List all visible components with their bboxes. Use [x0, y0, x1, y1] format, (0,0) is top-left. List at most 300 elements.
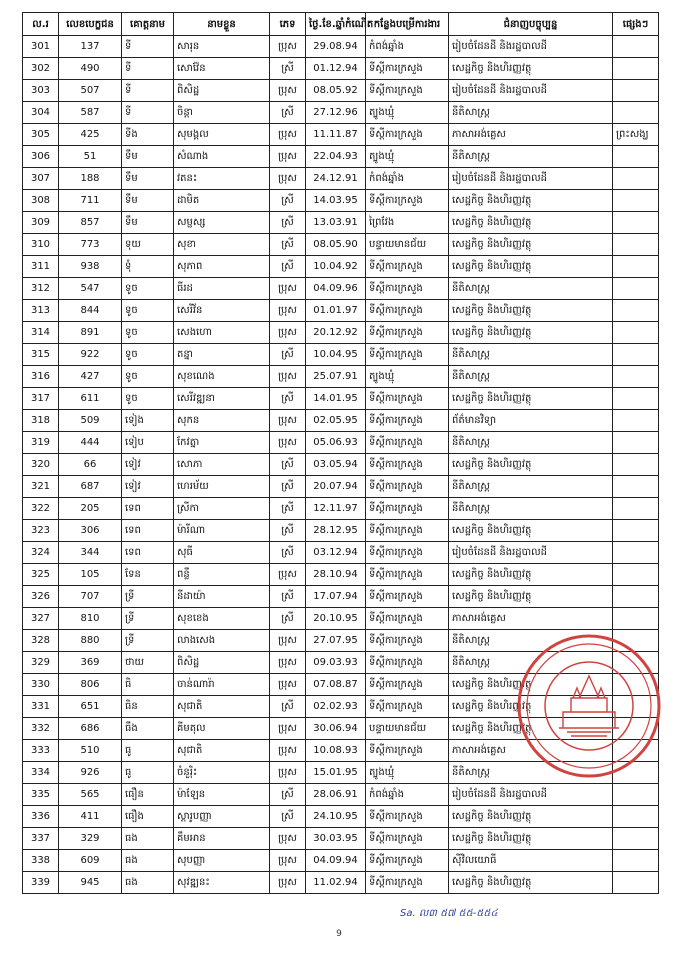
table-row: [23, 234, 659, 256]
cell-given-name: សុជាតិ: [174, 696, 270, 718]
cell-sex: ប្រុស: [270, 300, 306, 322]
cell-surname: ទី: [122, 102, 174, 124]
cell-sex: ស្រី: [270, 388, 306, 410]
cell-row-number: 339: [23, 872, 59, 894]
cell-given-name: តន្នា: [174, 344, 270, 366]
cell-surname: ថាយ: [122, 652, 174, 674]
cell-row-number: 302: [23, 58, 59, 80]
cell-candidate-number: 509: [59, 410, 122, 432]
cell-row-number: 324: [23, 542, 59, 564]
cell-row-number: 309: [23, 212, 59, 234]
cell-given-name: សោភា: [174, 454, 270, 476]
cell-given-name: សុខខេង: [174, 608, 270, 630]
cell-candidate-number: 344: [59, 542, 122, 564]
cell-sex: ប្រុស: [270, 740, 306, 762]
cell-date-of-birth: 05.06.93: [306, 432, 366, 454]
cell-date-of-birth: 10.04.92: [306, 256, 366, 278]
cell-surname: ទូច: [122, 278, 174, 300]
cell-note: [613, 850, 659, 872]
cell-major: សេដ្ឋកិច្ច និងហិរញ្ញវត្ថុ: [449, 674, 613, 696]
cell-workplace: ទីស្តីការក្រសួង: [366, 652, 449, 674]
table-row: [23, 36, 659, 58]
cell-surname: ទៀវ: [122, 454, 174, 476]
table-row: [23, 102, 659, 124]
cell-surname: ធឿន: [122, 784, 174, 806]
cell-row-number: 332: [23, 718, 59, 740]
header-note: ផ្សេងៗ: [613, 13, 659, 36]
cell-sex: ស្រី: [270, 344, 306, 366]
cell-workplace: ត្បូងឃ្មុំ: [366, 762, 449, 784]
cell-note: [613, 498, 659, 520]
cell-sex: ស្រី: [270, 498, 306, 520]
cell-row-number: 326: [23, 586, 59, 608]
table-row: [23, 454, 659, 476]
cell-candidate-number: 411: [59, 806, 122, 828]
cell-surname: ទុំ: [122, 256, 174, 278]
cell-row-number: 325: [23, 564, 59, 586]
cell-workplace: ទីស្តីការក្រសួង: [366, 432, 449, 454]
cell-date-of-birth: 03.05.94: [306, 454, 366, 476]
cell-surname: ទ្រី: [122, 608, 174, 630]
cell-major: សេដ្ឋកិច្ច និងហិរញ្ញវត្ថុ: [449, 322, 613, 344]
cell-sex: ប្រុស: [270, 564, 306, 586]
cell-date-of-birth: 28.06.91: [306, 784, 366, 806]
cell-workplace: ទីស្តីការក្រសួង: [366, 828, 449, 850]
cell-row-number: 322: [23, 498, 59, 520]
cell-workplace: កំពង់ឆ្នាំង: [366, 168, 449, 190]
cell-major: ស៊ីវិលយោធី: [449, 850, 613, 872]
cell-row-number: 307: [23, 168, 59, 190]
table-row: [23, 58, 659, 80]
table-row: [23, 850, 659, 872]
cell-candidate-number: 810: [59, 608, 122, 630]
cell-row-number: 305: [23, 124, 59, 146]
header-date-of-birth: ថ្ងៃ.ខែ.ឆ្នាំកំណើត: [306, 13, 366, 36]
cell-note: [613, 102, 659, 124]
cell-surname: ទឹម: [122, 190, 174, 212]
cell-candidate-number: 105: [59, 564, 122, 586]
cell-note: [613, 256, 659, 278]
cell-workplace: ត្បូងឃ្មុំ: [366, 366, 449, 388]
cell-date-of-birth: 24.12.91: [306, 168, 366, 190]
cell-sex: ស្រី: [270, 696, 306, 718]
cell-major: រៀបចំដែនដី និងរដ្ឋបាលដី: [449, 542, 613, 564]
cell-sex: ស្រី: [270, 806, 306, 828]
cell-given-name: សុខណេង: [174, 366, 270, 388]
table-row: [23, 124, 659, 146]
cell-workplace: ទីស្តីការក្រសួង: [366, 300, 449, 322]
cell-major: សេដ្ឋកិច្ច និងហិរញ្ញវត្ថុ: [449, 212, 613, 234]
cell-candidate-number: 507: [59, 80, 122, 102]
header-given-name: នាមខ្លួន: [174, 13, 270, 36]
header-candidate-number: លេខបេក្ខជន: [59, 13, 122, 36]
cell-date-of-birth: 22.04.93: [306, 146, 366, 168]
cell-sex: ស្រី: [270, 234, 306, 256]
cell-row-number: 315: [23, 344, 59, 366]
cell-date-of-birth: 10.08.93: [306, 740, 366, 762]
cell-sex: ប្រុស: [270, 410, 306, 432]
header-workplace: កន្លែងបម្រើការងារ: [366, 13, 449, 36]
cell-row-number: 304: [23, 102, 59, 124]
cell-row-number: 327: [23, 608, 59, 630]
cell-candidate-number: 425: [59, 124, 122, 146]
table-row: [23, 586, 659, 608]
cell-workplace: ទីស្តីការក្រសួង: [366, 58, 449, 80]
cell-workplace: ទីស្តីការក្រសួង: [366, 696, 449, 718]
official-seal-icon: [515, 632, 663, 780]
cell-given-name: ចិន្តា: [174, 102, 270, 124]
cell-major: នីតិសាស្ត្រ: [449, 630, 613, 652]
cell-candidate-number: 565: [59, 784, 122, 806]
cell-candidate-number: 66: [59, 454, 122, 476]
cell-given-name: សុបញ្ញា: [174, 850, 270, 872]
cell-workplace: ទីស្តីការក្រសួង: [366, 806, 449, 828]
cell-given-name: សេងហោ: [174, 322, 270, 344]
cell-row-number: 321: [23, 476, 59, 498]
cell-note: [613, 58, 659, 80]
cell-note: [613, 806, 659, 828]
cell-sex: ប្រុស: [270, 872, 306, 894]
cell-given-name: សុភាព: [174, 256, 270, 278]
cell-sex: ស្រី: [270, 454, 306, 476]
cell-surname: ទូច: [122, 300, 174, 322]
cell-candidate-number: 806: [59, 674, 122, 696]
table-row: [23, 190, 659, 212]
cell-note: [613, 872, 659, 894]
cell-workplace: ទីស្តីការក្រសួង: [366, 740, 449, 762]
cell-given-name: សំណាង: [174, 146, 270, 168]
cell-candidate-number: 611: [59, 388, 122, 410]
cell-note: [613, 784, 659, 806]
cell-date-of-birth: 24.10.95: [306, 806, 366, 828]
cell-surname: ទែន: [122, 564, 174, 586]
cell-date-of-birth: 28.10.94: [306, 564, 366, 586]
cell-given-name: ពិសិដ្ឋ: [174, 80, 270, 102]
table-row: [23, 212, 659, 234]
cell-given-name: នីដាយ៉ា: [174, 586, 270, 608]
cell-candidate-number: 926: [59, 762, 122, 784]
cell-note: [613, 608, 659, 630]
cell-candidate-number: 609: [59, 850, 122, 872]
cell-workplace: ទីស្តីការក្រសួង: [366, 124, 449, 146]
cell-given-name: សុមង្គល: [174, 124, 270, 146]
cell-workplace: ទីស្តីការក្រសួង: [366, 322, 449, 344]
cell-surname: ទឹម: [122, 212, 174, 234]
table-row: [23, 476, 659, 498]
cell-major: នីតិសាស្ត្រ: [449, 366, 613, 388]
cell-note: [613, 278, 659, 300]
cell-note: [613, 80, 659, 102]
cell-note: [613, 520, 659, 542]
cell-sex: ស្រី: [270, 476, 306, 498]
cell-major: នីតិសាស្ត្រ: [449, 476, 613, 498]
cell-major: សេដ្ឋកិច្ច និងហិរញ្ញវត្ថុ: [449, 806, 613, 828]
cell-date-of-birth: 11.11.87: [306, 124, 366, 146]
cell-major: សេដ្ឋកិច្ច និងហិរញ្ញវត្ថុ: [449, 300, 613, 322]
cell-candidate-number: 329: [59, 828, 122, 850]
cell-date-of-birth: 29.08.94: [306, 36, 366, 58]
cell-candidate-number: 687: [59, 476, 122, 498]
cell-given-name: គឹមអាន: [174, 828, 270, 850]
table-row: [23, 366, 659, 388]
cell-given-name: ពិសិដ្ឋ: [174, 652, 270, 674]
cell-major: សេដ្ឋកិច្ច និងហិរញ្ញវត្ថុ: [449, 454, 613, 476]
cell-workplace: បន្ទាយមានជ័យ: [366, 234, 449, 256]
cell-sex: ប្រុស: [270, 36, 306, 58]
cell-surname: ធិន: [122, 696, 174, 718]
cell-sex: ស្រី: [270, 190, 306, 212]
cell-sex: ស្រី: [270, 212, 306, 234]
header-no: ល.រ: [23, 13, 59, 36]
table-row: [23, 564, 659, 586]
cell-row-number: 335: [23, 784, 59, 806]
header-major: ជំនាញបច្ចុប្បន្ន: [449, 13, 613, 36]
cell-surname: ទី: [122, 58, 174, 80]
cell-sex: ប្រុស: [270, 718, 306, 740]
cell-given-name: សេរីវ័ន: [174, 300, 270, 322]
header-row: [23, 13, 659, 36]
cell-date-of-birth: 08.05.90: [306, 234, 366, 256]
cell-major: សេដ្ឋកិច្ច និងហិរញ្ញវត្ថុ: [449, 234, 613, 256]
cell-date-of-birth: 17.07.94: [306, 586, 366, 608]
cell-row-number: 313: [23, 300, 59, 322]
cell-sex: ស្រី: [270, 608, 306, 630]
cell-sex: ប្រុស: [270, 124, 306, 146]
cell-given-name: សុជាតិ: [174, 740, 270, 762]
cell-note: [613, 432, 659, 454]
table-header: [23, 13, 659, 36]
cell-note: ព្រះសង្ឃ: [613, 124, 659, 146]
cell-row-number: 331: [23, 696, 59, 718]
cell-candidate-number: 711: [59, 190, 122, 212]
cell-given-name: សុខា: [174, 234, 270, 256]
cell-date-of-birth: 12.11.97: [306, 498, 366, 520]
table-row: [23, 520, 659, 542]
cell-surname: ទឹម: [122, 146, 174, 168]
cell-surname: ទូច: [122, 322, 174, 344]
cell-sex: ប្រុស: [270, 278, 306, 300]
table-row: [23, 278, 659, 300]
cell-given-name: គីមតុល: [174, 718, 270, 740]
cell-sex: ស្រី: [270, 542, 306, 564]
cell-row-number: 316: [23, 366, 59, 388]
cell-workplace: ទីស្តីការក្រសួង: [366, 520, 449, 542]
cell-note: [613, 146, 659, 168]
cell-surname: ទ្រី: [122, 630, 174, 652]
cell-candidate-number: 510: [59, 740, 122, 762]
cell-candidate-number: 547: [59, 278, 122, 300]
cell-note: [613, 322, 659, 344]
header-surname: គោត្តនាម: [122, 13, 174, 36]
cell-given-name: សេរីវឌ្ឍនា: [174, 388, 270, 410]
cell-given-name: សោវ៉ែន: [174, 58, 270, 80]
cell-note: [613, 212, 659, 234]
cell-workplace: ទីស្តីការក្រសួង: [366, 586, 449, 608]
cell-date-of-birth: 27.07.95: [306, 630, 366, 652]
cell-major: រៀបចំដែនដី និងរដ្ឋបាលដី: [449, 784, 613, 806]
table-row: [23, 300, 659, 322]
cell-candidate-number: 306: [59, 520, 122, 542]
cell-date-of-birth: 30.06.94: [306, 718, 366, 740]
table-row: [23, 432, 659, 454]
cell-workplace: បន្ទាយមានជ័យ: [366, 718, 449, 740]
cell-given-name: សម្ផស្ស: [174, 212, 270, 234]
cell-date-of-birth: 20.12.92: [306, 322, 366, 344]
cell-workplace: ទីស្តីការក្រសួង: [366, 410, 449, 432]
cell-workplace: ទីស្តីការក្រសួង: [366, 80, 449, 102]
cell-given-name: ចំនួរ៉ិះ: [174, 762, 270, 784]
cell-workplace: ត្បូងឃ្មុំ: [366, 102, 449, 124]
table-row: [23, 410, 659, 432]
cell-workplace: ទីស្តីការក្រសួង: [366, 630, 449, 652]
cell-major: នីតិសាស្ត្រ: [449, 278, 613, 300]
page-number: 9: [336, 929, 342, 939]
cell-major: សេដ្ឋកិច្ច និងហិរញ្ញវត្ថុ: [449, 872, 613, 894]
cell-row-number: 328: [23, 630, 59, 652]
cell-given-name: សុកន: [174, 410, 270, 432]
cell-surname: ទី: [122, 80, 174, 102]
cell-note: [613, 410, 659, 432]
cell-candidate-number: 188: [59, 168, 122, 190]
cell-row-number: 319: [23, 432, 59, 454]
cell-candidate-number: 651: [59, 696, 122, 718]
cell-surname: ធិ: [122, 674, 174, 696]
cell-row-number: 337: [23, 828, 59, 850]
cell-row-number: 306: [23, 146, 59, 168]
cell-given-name: ធីរដ: [174, 278, 270, 300]
cell-candidate-number: 938: [59, 256, 122, 278]
cell-note: [613, 828, 659, 850]
cell-note: [613, 542, 659, 564]
cell-given-name: សុធី: [174, 542, 270, 564]
cell-row-number: 317: [23, 388, 59, 410]
cell-row-number: 314: [23, 322, 59, 344]
cell-row-number: 311: [23, 256, 59, 278]
cell-note: [613, 234, 659, 256]
cell-given-name: វតនះ: [174, 168, 270, 190]
cell-row-number: 320: [23, 454, 59, 476]
cell-date-of-birth: 13.03.91: [306, 212, 366, 234]
cell-date-of-birth: 15.01.95: [306, 762, 366, 784]
table-row: [23, 806, 659, 828]
cell-given-name: ដាមិត: [174, 190, 270, 212]
table-row: [23, 828, 659, 850]
cell-sex: ប្រុស: [270, 828, 306, 850]
cell-candidate-number: 137: [59, 36, 122, 58]
cell-date-of-birth: 25.07.91: [306, 366, 366, 388]
cell-workplace: ទីស្តីការក្រសួង: [366, 190, 449, 212]
cell-sex: ប្រុស: [270, 146, 306, 168]
cell-sex: ប្រុស: [270, 652, 306, 674]
cell-date-of-birth: 01.01.97: [306, 300, 366, 322]
cell-surname: ទៀវ: [122, 476, 174, 498]
cell-given-name: ម៉ារីណា: [174, 520, 270, 542]
cell-date-of-birth: 03.12.94: [306, 542, 366, 564]
cell-major: សេដ្ឋកិច្ច និងហិរញ្ញវត្ថុ: [449, 190, 613, 212]
cell-surname: ទូច: [122, 344, 174, 366]
cell-sex: ស្រី: [270, 520, 306, 542]
cell-sex: ស្រី: [270, 256, 306, 278]
cell-sex: ប្រុស: [270, 80, 306, 102]
cell-major: នីតិសាស្ត្រ: [449, 432, 613, 454]
cell-major: សេដ្ឋកិច្ច និងហិរញ្ញវត្ថុ: [449, 586, 613, 608]
cell-workplace: ទីស្តីការក្រសួង: [366, 608, 449, 630]
cell-surname: ទ្រី: [122, 586, 174, 608]
cell-candidate-number: 444: [59, 432, 122, 454]
cell-surname: ធូ: [122, 740, 174, 762]
cell-sex: ប្រុស: [270, 762, 306, 784]
cell-sex: ប្រុស: [270, 850, 306, 872]
cell-note: [613, 300, 659, 322]
cell-workplace: ទីស្តីការក្រសួង: [366, 454, 449, 476]
cell-candidate-number: 945: [59, 872, 122, 894]
cell-surname: ទី: [122, 36, 174, 58]
cell-candidate-number: 369: [59, 652, 122, 674]
cell-given-name: សុវឌ្ឍនះ: [174, 872, 270, 894]
cell-surname: ទៀង: [122, 410, 174, 432]
cell-given-name: ស្ដារូបញ្ញា: [174, 806, 270, 828]
cell-candidate-number: 922: [59, 344, 122, 366]
cell-date-of-birth: 27.12.96: [306, 102, 366, 124]
cell-sex: ស្រី: [270, 784, 306, 806]
cell-date-of-birth: 10.04.95: [306, 344, 366, 366]
cell-row-number: 333: [23, 740, 59, 762]
cell-workplace: ត្បូងឃ្មុំ: [366, 146, 449, 168]
cell-surname: ទីង: [122, 124, 174, 146]
cell-candidate-number: 857: [59, 212, 122, 234]
cell-workplace: កំពង់ឆ្នាំង: [366, 784, 449, 806]
cell-major: សេដ្ឋកិច្ច និងហិរញ្ញវត្ថុ: [449, 696, 613, 718]
cell-major: សេដ្ឋកិច្ច និងហិរញ្ញវត្ថុ: [449, 520, 613, 542]
cell-sex: ប្រុស: [270, 432, 306, 454]
cell-date-of-birth: 28.12.95: [306, 520, 366, 542]
cell-candidate-number: 773: [59, 234, 122, 256]
cell-major: សេដ្ឋកិច្ច និងហិរញ្ញវត្ថុ: [449, 718, 613, 740]
cell-major: នីតិសាស្ត្រ: [449, 344, 613, 366]
cell-workplace: ទីស្តីការក្រសួង: [366, 850, 449, 872]
cell-given-name: ពន្លឺ: [174, 564, 270, 586]
cell-row-number: 308: [23, 190, 59, 212]
cell-surname: ទឹម: [122, 168, 174, 190]
cell-date-of-birth: 04.09.96: [306, 278, 366, 300]
table-row: [23, 498, 659, 520]
cell-surname: ទេព: [122, 542, 174, 564]
cell-surname: ធង: [122, 850, 174, 872]
cell-workplace: ទីស្តីការក្រសួង: [366, 498, 449, 520]
cell-date-of-birth: 02.02.93: [306, 696, 366, 718]
cell-note: [613, 388, 659, 410]
cell-surname: ធង: [122, 828, 174, 850]
cell-candidate-number: 891: [59, 322, 122, 344]
cell-major: នីតិសាស្ត្រ: [449, 102, 613, 124]
cell-given-name: សារុន: [174, 36, 270, 58]
cell-note: [613, 476, 659, 498]
cell-note: [613, 454, 659, 476]
cell-row-number: 303: [23, 80, 59, 102]
cell-major: សេដ្ឋកិច្ច និងហិរញ្ញវត្ថុ: [449, 256, 613, 278]
cell-sex: ស្រី: [270, 102, 306, 124]
cell-given-name: ហេរម័យ: [174, 476, 270, 498]
table-row: [23, 784, 659, 806]
cell-major: នីតិសាស្ត្រ: [449, 498, 613, 520]
cell-date-of-birth: 09.03.93: [306, 652, 366, 674]
cell-workplace: ព្រៃវែង: [366, 212, 449, 234]
cell-given-name: កែវត្នា: [174, 432, 270, 454]
cell-given-name: ម៉ាឡែន: [174, 784, 270, 806]
cell-date-of-birth: 04.09.94: [306, 850, 366, 872]
cell-surname: ធឹង: [122, 718, 174, 740]
cell-surname: ទូច: [122, 388, 174, 410]
